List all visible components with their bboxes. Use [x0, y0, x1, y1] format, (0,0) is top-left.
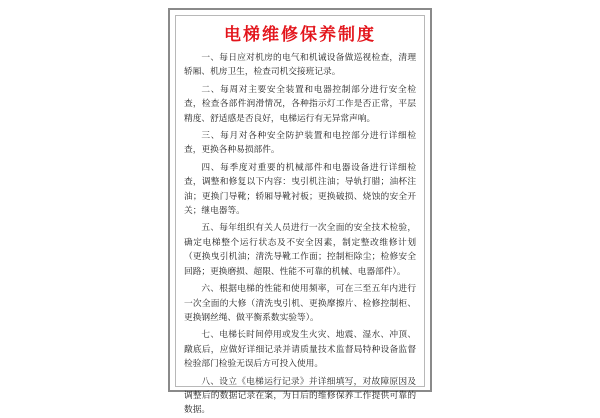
- paragraph-1: 一、每日应对机房的电气和机诫设备做巡视检查，清理轿厢、机房卫生，检查司机交接班记录。: [184, 53, 416, 78]
- paragraph-3: 三、每月对各种安全防护装置和电控部分进行详细检查，更换各种易损部件。: [184, 131, 416, 156]
- paragraph-8: 八、设立《电梯运行记录》并详细填写，对故障原因及调整后的数据记录在案，为日后的维修保养工作提供可靠的数据。: [184, 376, 416, 416]
- paragraph-2: 二、每周对主要安全装置和电器控制部分进行安全检查，检查各部件润滑情况，各种指示灯工作是否正常，平层精度、舒适感是否良好，电梯运行有无异常声响。: [184, 84, 416, 124]
- paragraph-6: 六、根据电梯的性能和使用频率，可在三至五年内进行一次全面的大修（清洗曳引机、更换摩擦片、检修控制柜、更换钢丝绳、做平衡系数实验等）。: [184, 284, 416, 323]
- paragraph-7: 七、电梯长时间停用或发生火灾、地震、湿水、冲顶、蹾底后，应做好详细记录并请质量技术监督局特种设备监督检验部门检验无误后方可投入使用。: [184, 330, 416, 370]
- document-title: 电梯维修保养制度: [224, 25, 376, 45]
- paragraph-5: 五、每年组织有关人员进行一次全面的安全技术检验，确定电梯整个运行状态及不安全因素，制定整改维修计划（更换曳引机油；清洗导靴工作面；控制柜除尘；检修安全回路；更换磨损、超限、性能不可靠的机械、电器部件）。: [184, 223, 416, 277]
- regulation-poster: [168, 8, 432, 416]
- paragraph-4: 四、每季度对重要的机械部件和电器设备进行详细检查，调整和修复以下内容：曳引机注油；导轨打腊；油杯注油；更换门导靴；轿厢导靴衬板；更换破损、烧蚀的安全开关；继电器等。: [184, 162, 416, 217]
- poster-inner-frame: [175, 15, 425, 416]
